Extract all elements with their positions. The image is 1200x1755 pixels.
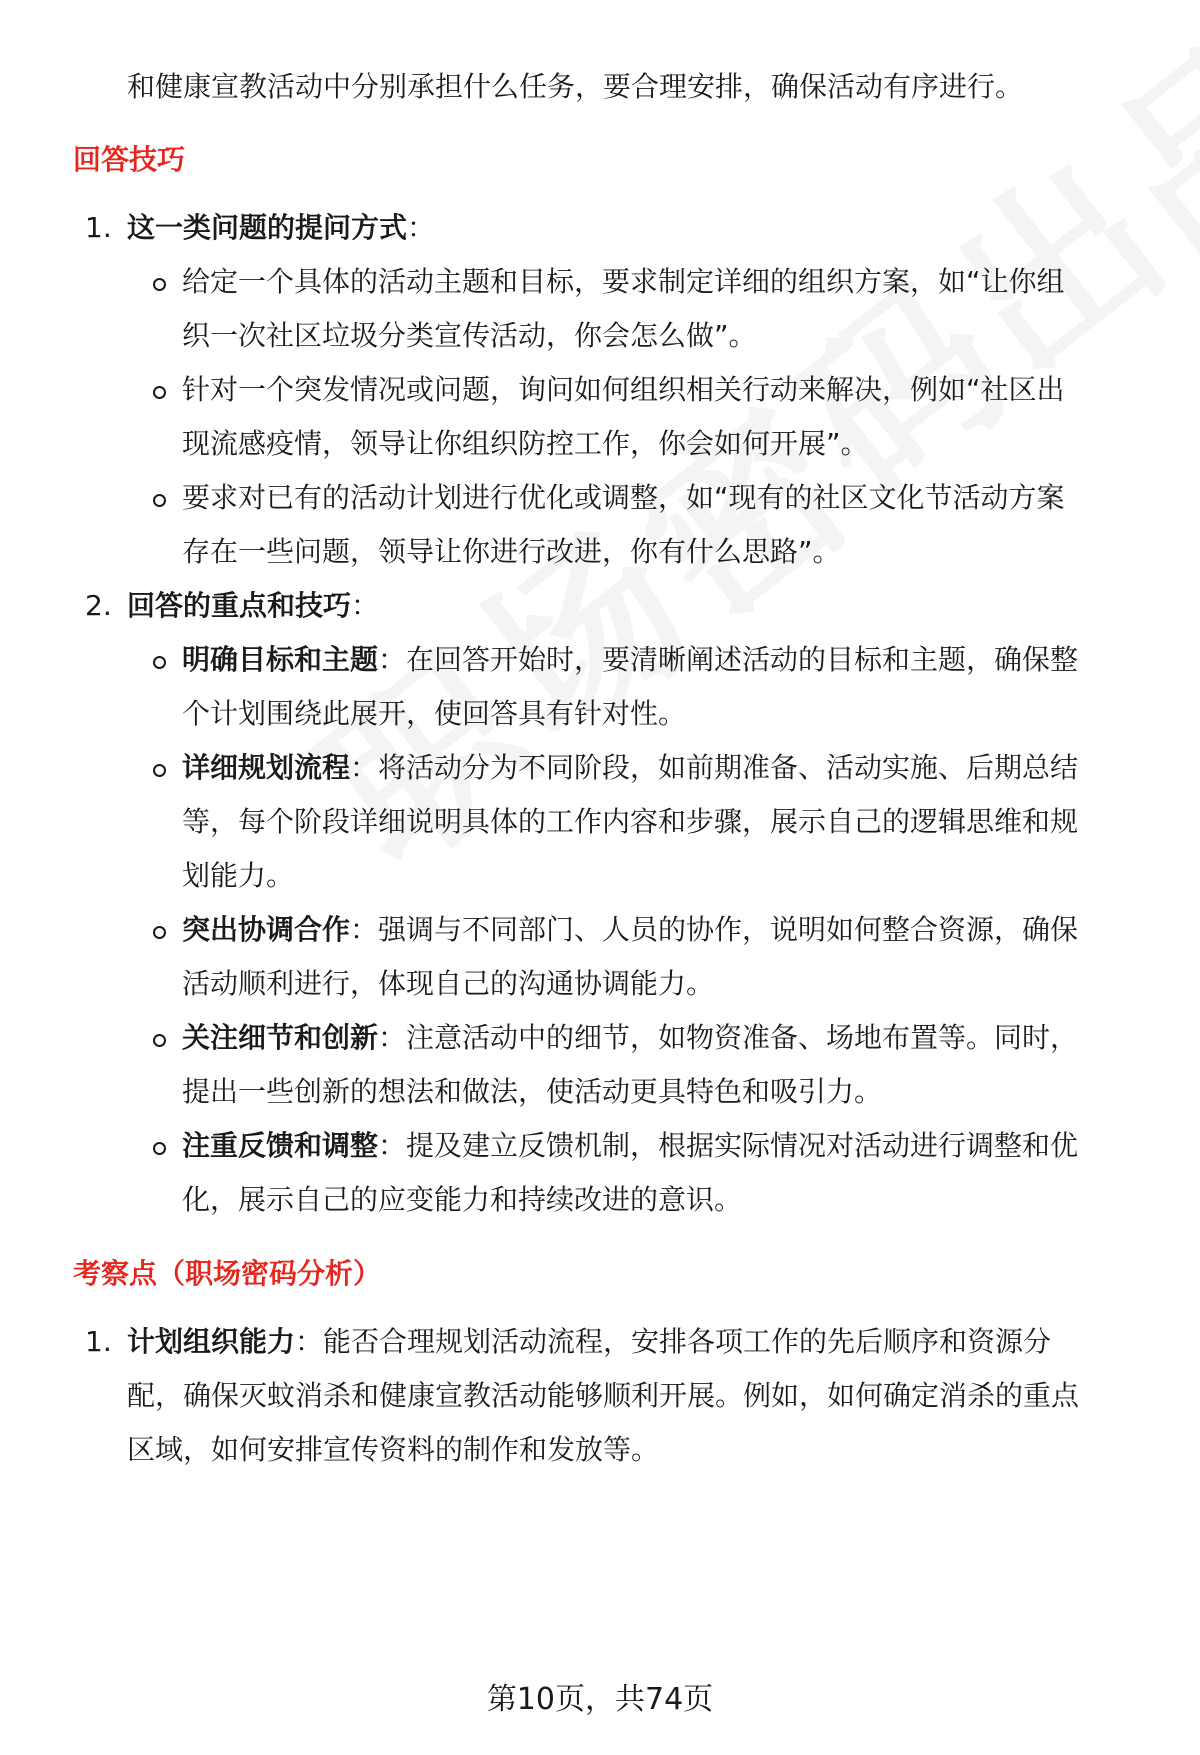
colon: ： (350, 751, 379, 784)
bullet-icon (153, 1142, 166, 1155)
bullet-icon (153, 1034, 166, 1047)
item-text: 能否合理规划活动流程，安排各项工作的先后顺序和资源分 (323, 1325, 1052, 1358)
list-item-line: 提出一些创新的想法和做法，使活动更具特色和吸引力。 (182, 1075, 883, 1108)
item-term: 注重反馈和调整 (182, 1129, 379, 1162)
colon: ： (378, 643, 407, 676)
list-item-line: 存在一些问题，领导让你进行改进，你有什么思路”。 (182, 535, 841, 568)
item-term: 详细规划流程 (182, 751, 351, 784)
bullet-icon (153, 656, 166, 669)
bullet-icon (153, 764, 166, 777)
item-term: 回答的重点和技巧 (127, 589, 352, 622)
list-item-title (127, 586, 379, 626)
item-text: 注意活动中的细节，如物资准备、场地布置等。同时， (406, 1021, 1079, 1054)
item-term: 明确目标和主题 (182, 643, 379, 676)
item-text: 提及建立反馈机制，根据实际情况对活动进行调整和优 (406, 1129, 1079, 1162)
section-heading-answer-tips: 回答技巧 (73, 143, 186, 176)
item-term: 突出协调合作 (182, 913, 351, 946)
list-item-line: 给定一个具体的活动主题和目标，要求制定详细的组织方案，如“让你组 (182, 265, 1065, 298)
list-item-line: 等，每个阶段详细说明具体的工作内容和步骤，展示自己的逻辑思维和规 (182, 805, 1079, 838)
intro-line: 和健康宣教活动中分别承担什么任务，要合理安排，确保活动有序进行。 (127, 70, 1024, 103)
bullet-icon (153, 278, 166, 291)
list-item-line: 个计划围绕此展开，使回答具有针对性。 (182, 697, 687, 730)
colon: ： (378, 1129, 407, 1162)
list-number: 1. (85, 211, 112, 244)
section-heading-assessment-points: 考察点（职场密码分析） (73, 1257, 382, 1290)
list-item-title (127, 208, 435, 248)
bullet-icon (153, 494, 166, 507)
list-item-line (127, 1322, 1051, 1362)
list-item-line (182, 910, 1078, 950)
page-footer: 第10页，共74页 (486, 1682, 714, 1717)
list-item-line (182, 748, 1078, 788)
list-number: 1. (85, 1325, 112, 1358)
colon: ： (351, 589, 380, 622)
list-item-line (182, 1126, 1078, 1166)
colon: ： (407, 211, 436, 244)
colon: ： (350, 913, 379, 946)
bullet-icon (153, 386, 166, 399)
colon: ： (378, 1021, 407, 1054)
list-item-line: 针对一个突发情况或问题，询问如何组织相关行动来解决，例如“社区出 (182, 373, 1065, 406)
colon: ： (295, 1325, 324, 1358)
item-term: 关注细节和创新 (182, 1021, 379, 1054)
list-item-line (182, 1018, 1078, 1058)
list-item-line: 织一次社区垃圾分类宣传活动，你会怎么做”。 (182, 319, 757, 352)
list-item-line: 现流感疫情，领导让你组织防控工作，你会如何开展”。 (182, 427, 869, 460)
list-item-line: 划能力。 (182, 859, 295, 892)
list-number: 2. (85, 589, 112, 622)
item-text: 强调与不同部门、人员的协作，说明如何整合资源，确保 (378, 913, 1079, 946)
list-item-line (182, 640, 1078, 680)
list-item-line: 要求对已有的活动计划进行优化或调整，如“现有的社区文化节活动方案 (182, 481, 1065, 514)
list-item-line: 区域，如何安排宣传资料的制作和发放等。 (127, 1433, 660, 1466)
item-text: 将活动分为不同阶段，如前期准备、活动实施、后期总结 (378, 751, 1079, 784)
item-text: 在回答开始时，要清晰阐述活动的目标和主题，确保整 (406, 643, 1079, 676)
list-item-line: 化，展示自己的应变能力和持续改进的意识。 (182, 1183, 743, 1216)
bullet-icon (153, 926, 166, 939)
list-item-line: 活动顺利进行，体现自己的沟通协调能力。 (182, 967, 715, 1000)
item-term: 这一类问题的提问方式 (127, 211, 408, 244)
list-item-line: 配，确保灭蚊消杀和健康宣教活动能够顺利开展。例如，如何确定消杀的重点 (127, 1379, 1080, 1412)
item-term: 计划组织能力 (127, 1325, 296, 1358)
